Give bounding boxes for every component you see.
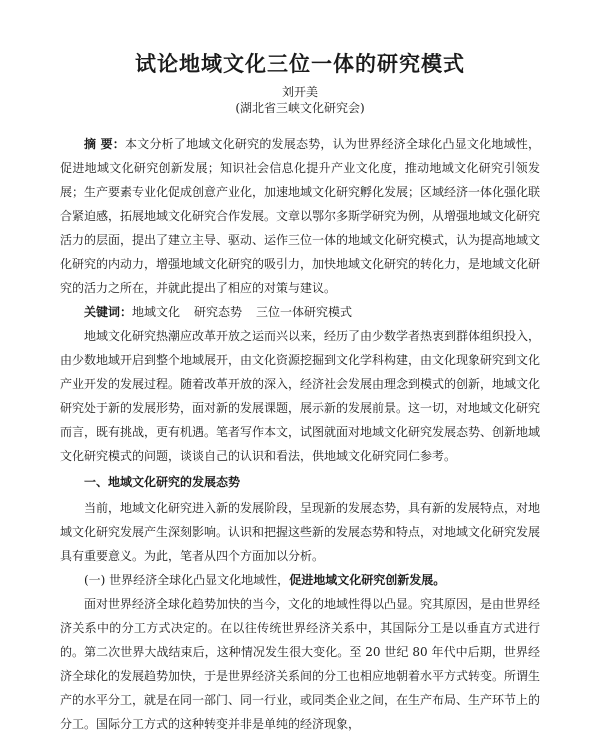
subsection-1-paragraph: 面对世界经济全球化趋势加快的当今，文化的地域性得以凸显。究其原因，是由世界经济关系中的分工方式决定的。在以往传统世界经济关系中，其国际分工是以垂直方式进行的。第二次世界大战结束后，这种情况发生很大变化。至 20 世纪 80 年代中后期，世界经济全球化的发展趋势加快，于是世界经济关系间的分工也相应地朝着水平方式转变。所谓生产的水平分工，就是在同一部门、同一行业，或同类企业之间，在生产布局、生产环节上的分工。国际分工方式的这种转变并非是单纯的经济现象， [60, 597, 541, 731]
paper-title: 试论地域文化三位一体的研究模式 [135, 51, 465, 76]
keywords-label: 关键词： [84, 305, 133, 319]
author-name: 刘开美 [281, 85, 318, 99]
keyword-3: 三位一体研究模式 [256, 305, 353, 319]
abstract-text: 本文分析了地域文化研究的发展态势，认为世界经济全球化凸显文化地域性，促进地域文化研究创新发展；知识社会信息化提升产业文化度，推动地域文化研究引领发展；生产要素专业化促成创意产业化，加速地域文化研究孵化发展；区域经济一体化强化联合紧迫感，拓展地域文化研究合作发展。文章以鄂尔多斯学研究为例，从增强地域文化研究活力的层面，提出了建立主导、驱动、运作三位一体的地域文化研究模式，认为提高地域文化研究的内动力，增强地域文化研究的吸引力，加快地域文化研究的转化力，是地域文化研究的活力之所在，并就此提出了相应的对策与建议。 [60, 137, 541, 295]
subsection-1-heading [60, 568, 540, 592]
subsection-1-prefix: (一) 世界经济全球化凸显文化地域性， [84, 573, 290, 587]
abstract-label: 摘 要： [84, 137, 126, 151]
section-1-paragraph: 当前，地域文化研究进入新的发展阶段，呈现新的发展态势，具有新的发展特点，对地域文化研究发展产生深刻影响。认识和把握这些新的发展态势和特点，对地域文化研究发展具有重要意义。为此，笔者从四个方面加以分析。 [60, 501, 541, 563]
keyword-2: 研究态势 [194, 305, 243, 319]
keyword-1: 地域文化 [132, 305, 181, 319]
subsection-1-bold: 促进地域文化研究创新发展。 [289, 573, 446, 587]
intro-paragraph: 地域文化研究热潮应改革开放之运而兴以来，经历了由少数学者热衷到群体组织投入，由少数地域开启到整个地域展开，由文化资源挖掘到文化学科构建，由文化现象研究到文化产业开发的发展过程。随着改革开放的深入，经济社会发展由理念到模式的创新，地域文化研究处于新的发展形势，面对新的发展课题，展示新的发展前景。这一切，对地域文化研究而言，既有挑战，更有机遇。笔者写作本文，试图就面对地域文化研究发展态势、创新地域文化研究模式的问题，谈谈自己的认识和看法，供地域文化研究同仁参考。 [60, 329, 541, 463]
section-1-heading: 一、地域文化研究的发展态势 [84, 475, 241, 489]
abstract [60, 132, 540, 300]
keywords [60, 300, 540, 324]
author-affiliation: (湖北省三峡文化研究会) [235, 101, 365, 115]
